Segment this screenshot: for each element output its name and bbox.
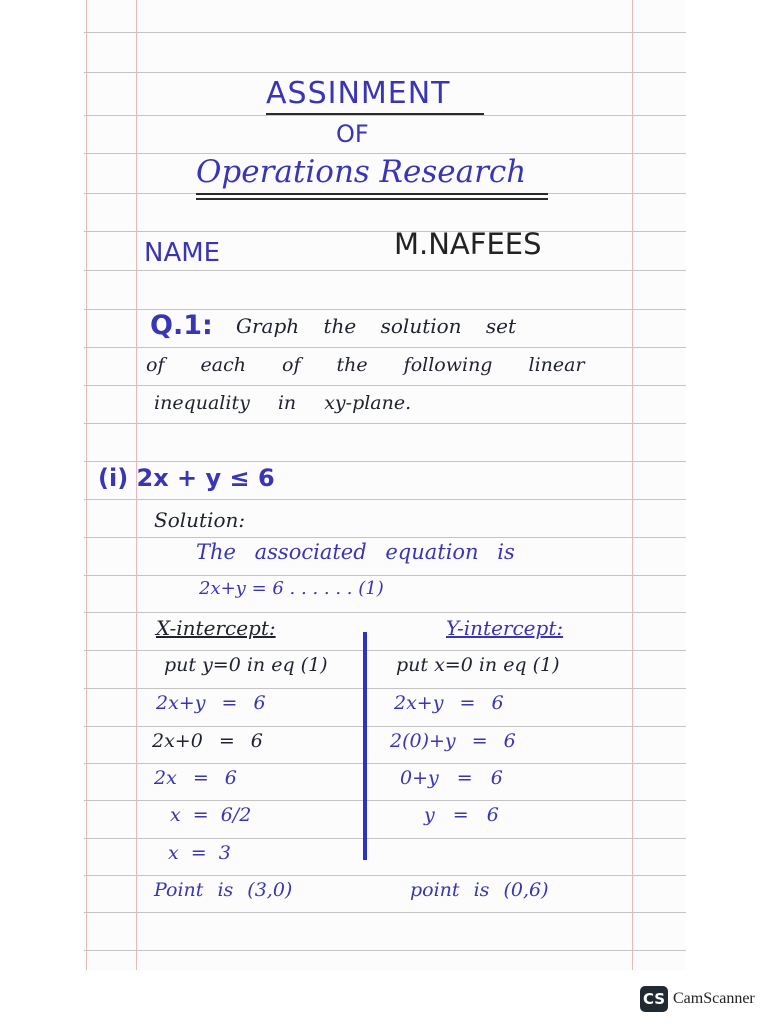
y-step-line: 2x+y = 6 [394, 692, 504, 714]
x-intercept-heading: X-intercept: [156, 616, 276, 640]
ruled-line [84, 838, 686, 839]
y-intercept-point: point is (0,6) [410, 879, 549, 901]
x-step-line: 2x+y = 6 [156, 692, 266, 714]
ruled-line [84, 231, 686, 232]
x-step-line: x = 3 [168, 842, 231, 864]
right-margin-line [632, 0, 633, 970]
x-step-line: 2x = 6 [154, 767, 237, 789]
ruled-line [84, 650, 686, 651]
y-step-line: 2(0)+y = 6 [390, 730, 516, 752]
ruled-line [84, 347, 686, 348]
x-step-line: put y=0 in eq (1) [164, 654, 328, 676]
column-divider [363, 632, 367, 860]
ruled-line [84, 385, 686, 386]
ruled-line [84, 32, 686, 33]
left-margin-line [86, 0, 87, 970]
x-step-line: x = 6/2 [170, 804, 252, 826]
ruled-line [84, 499, 686, 500]
ruled-line [84, 688, 686, 689]
ruled-line [84, 912, 686, 913]
ruled-line [84, 423, 686, 424]
name-label: NAME [144, 238, 221, 268]
question-number: Q.1: [150, 310, 213, 341]
associated-equation-text: The associated equation is [196, 540, 515, 564]
solution-label: Solution: [154, 508, 246, 532]
title-of: OF [336, 120, 369, 148]
ruled-line [84, 575, 686, 576]
question-line-3: inequality in xy-plane. [154, 392, 412, 414]
ruled-line [84, 800, 686, 801]
title-subject: Operations Research [196, 154, 527, 190]
y-step-line: put x=0 in eq (1) [396, 654, 560, 676]
title-assignment: ASSINMENT [266, 76, 451, 111]
y-intercept-heading: Y-intercept: [446, 616, 564, 640]
y-step-line: y = 6 [424, 804, 499, 826]
title-underline [266, 113, 484, 115]
ruled-line [84, 537, 686, 538]
x-intercept-point: Point is (3,0) [154, 879, 293, 901]
ruled-line [84, 461, 686, 462]
ruled-line [84, 763, 686, 764]
subject-underline-2 [196, 198, 548, 200]
question-line-1: Graph the solution set [236, 314, 517, 338]
question-line-2: of each of the following linear [146, 354, 585, 376]
y-step-line: 0+y = 6 [400, 767, 503, 789]
camscanner-watermark [640, 985, 755, 1013]
ruled-line [84, 875, 686, 876]
ruled-line [84, 726, 686, 727]
name-value: M.NAFEES [394, 227, 542, 261]
subject-underline-1 [196, 193, 548, 195]
camscanner-logo-icon: CS [640, 986, 668, 1012]
ruled-line [84, 72, 686, 73]
associated-equation: 2x+y = 6 . . . . . . (1) [199, 578, 384, 599]
camscanner-label: CamScanner [673, 990, 755, 1007]
ruled-line [84, 115, 686, 116]
part-i-heading: (i) 2x + y ≤ 6 [98, 464, 275, 492]
notebook-page [84, 0, 686, 970]
ruled-line [84, 270, 686, 271]
ruled-line [84, 950, 686, 951]
ruled-line [84, 612, 686, 613]
x-step-line: 2x+0 = 6 [152, 730, 263, 752]
